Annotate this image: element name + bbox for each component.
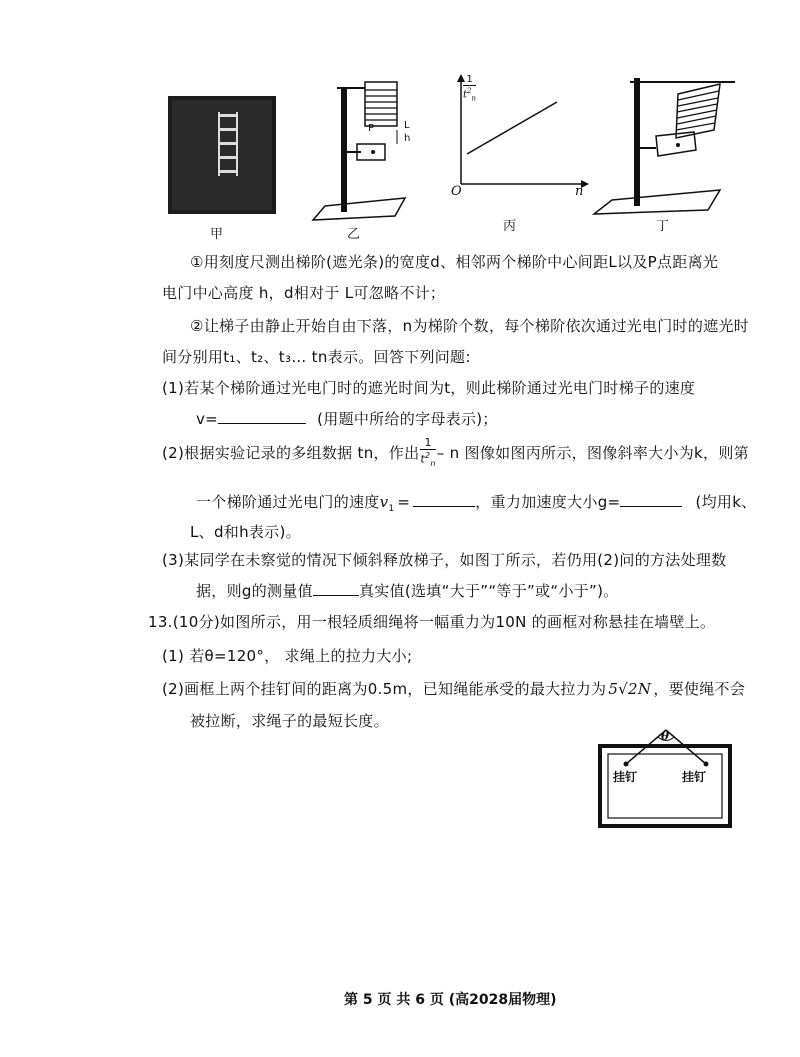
q12-part2-line1: (2)根据实验记录的多组数据 tn，作出 $\frac{1}{t^2_n}$ – n 图像如图丙所示，图像斜率大小为k，则第 bbox=[162, 436, 749, 468]
q13-part1: (1) 若θ=120°， 求绳上的拉力大小; bbox=[162, 647, 413, 665]
q12-step2-line1: ②让梯子由静止开始自由下落，n为梯阶个数，每个梯阶依次通过光电门时的遮光时 bbox=[190, 317, 750, 335]
figure-ding-caption: 丁 bbox=[656, 219, 670, 234]
q12-part3-line1: (3)某同学在未察觉的情况下倾斜释放梯子，如图丁所示，若仍用(2)问的方法处理数 bbox=[162, 551, 727, 569]
answer-blank-v[interactable] bbox=[218, 409, 306, 424]
figure-yi-caption: 乙 bbox=[347, 227, 361, 242]
q12-part1-line2: v= (用题中所给的字母表示)； bbox=[196, 410, 498, 428]
figure-bing-caption: 丙 bbox=[503, 219, 517, 234]
label-P: P bbox=[368, 123, 375, 134]
figure-jia-caption: 甲 bbox=[210, 227, 224, 242]
q13-part2-line2: 被拉断，求绳子的最短长度。 bbox=[190, 712, 389, 730]
theta-label: θ bbox=[661, 729, 670, 743]
graph-origin: O bbox=[451, 184, 462, 199]
inline-fraction: $\frac{1}{t^2_n}$ bbox=[420, 436, 436, 468]
graph-y-label: 1 $t^2_n$ bbox=[463, 74, 477, 103]
q12-step1-line2: 电门中心高度 h，d相对于 L可忽略不计； bbox=[162, 284, 446, 302]
q12-part2-line3: L、d和h表示)。 bbox=[190, 523, 301, 541]
answer-blank-compare[interactable] bbox=[313, 581, 359, 596]
label-L: L bbox=[404, 120, 410, 131]
graph-x-label: n bbox=[575, 184, 584, 199]
label-h: h bbox=[404, 133, 411, 144]
q13-stem: 13.(10分)如图所示，用一根轻质细绳将一幅重力为10N 的画框对称悬挂在墙壁上。 bbox=[148, 613, 716, 631]
graph-line bbox=[467, 102, 557, 154]
ladder-photo-graphic bbox=[168, 96, 276, 214]
answer-blank-v1[interactable] bbox=[413, 492, 475, 507]
q13-part2-line1: (2)画框上两个挂钉间的距离为0.5m，已知绳能承受的最大拉力为 5√2N ，要使绳不会 bbox=[162, 680, 746, 698]
answer-blank-g[interactable] bbox=[620, 492, 682, 507]
figure-jia-photo bbox=[168, 96, 276, 214]
q12-step1-line1: ①用刻度尺测出梯阶(遮光条)的宽度d、相邻两个梯阶中心间距L以及P点距离光 bbox=[190, 253, 719, 271]
q12-part3-line2: 据，则g的测量值 真实值(选填“大于”“等于”或“小于”)。 bbox=[196, 582, 619, 600]
nail-left-label: 挂钉 bbox=[613, 770, 638, 784]
page-footer: 第 5 页 共 6 页 (高2028届物理) bbox=[344, 992, 557, 1008]
q12-step2-line2: 间分别用t₁、t₂、t₃… tn表示。回答下列问题: bbox=[162, 348, 471, 366]
q12-part1-line1: (1)若某个梯阶通过光电门时的遮光时间为t，则此梯阶通过光电门时梯子的速度 bbox=[162, 379, 696, 397]
figure-yi-apparatus bbox=[305, 78, 415, 223]
nail-right-label: 挂钉 bbox=[682, 770, 707, 784]
q12-part2-line2: 一个梯阶通过光电门的速度$v_1$ = ，重力加速度大小g= (均用k、 bbox=[196, 493, 757, 514]
figure-ding-apparatus bbox=[590, 72, 735, 217]
